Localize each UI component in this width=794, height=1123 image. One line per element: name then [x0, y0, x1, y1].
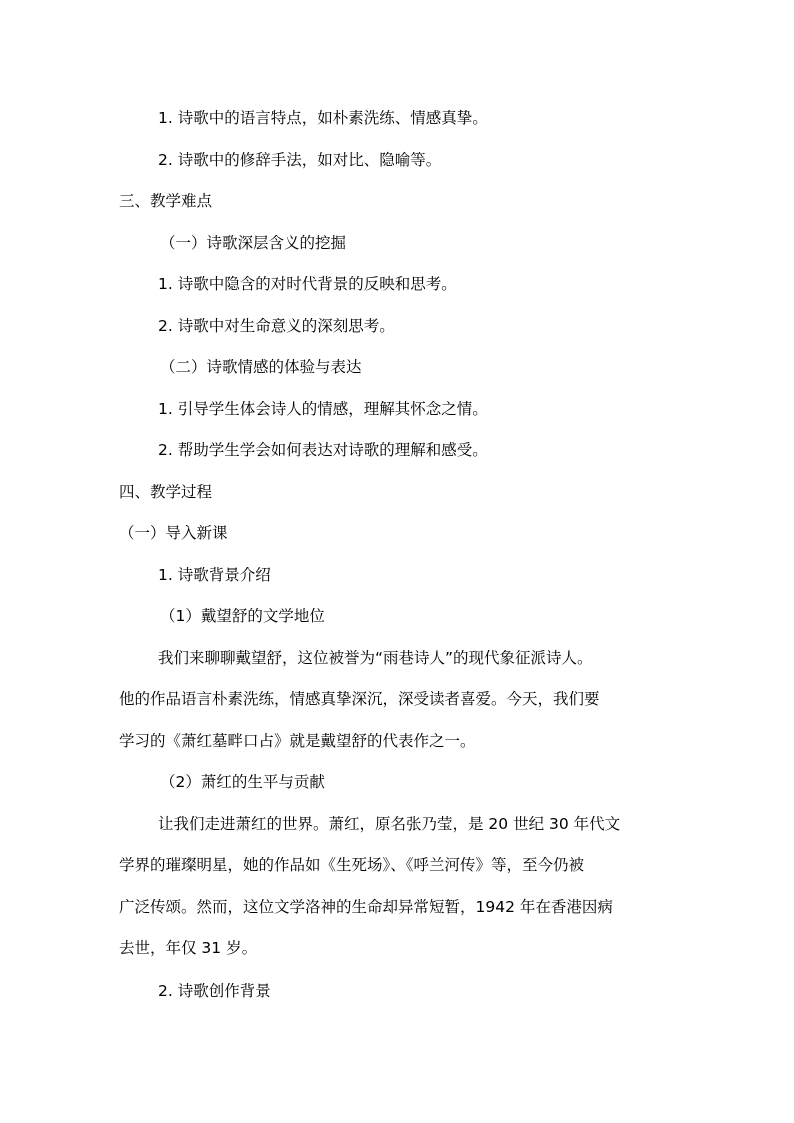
section-heading: 四、教学过程 [119, 483, 213, 501]
sub-item-heading: （1）戴望舒的文学地位 [160, 607, 325, 625]
paragraph-line: 广泛传颂。然而，这位文学洛神的生命却异常短暂，1942 年在香港因病 [119, 898, 613, 916]
list-item: 2. 帮助学生学会如何表达对诗歌的理解和感受。 [158, 441, 488, 459]
paragraph-line: 去世，年仅 31 岁。 [119, 939, 258, 957]
subsection-heading: （二）诗歌情感的体验与表达 [160, 358, 362, 376]
paragraph-line: 我们来聊聊戴望舒，这位被誉为“雨巷诗人”的现代象征派诗人。 [158, 649, 593, 667]
list-item: 1. 诗歌背景介绍 [158, 566, 271, 584]
list-item: 2. 诗歌中对生命意义的深刻思考。 [158, 317, 395, 335]
section-heading: 三、教学难点 [119, 192, 213, 210]
paragraph-line: 学界的璀璨明星，她的作品如《生死场》、《呼兰河传》等，至今仍被 [119, 856, 585, 874]
list-item: 2. 诗歌中的修辞手法，如对比、隐喻等。 [158, 151, 442, 169]
paragraph-line: 他的作品语言朴素洗练，情感真挚深沉，深受读者喜爱。今天，我们要 [119, 690, 600, 708]
list-item: 1. 引导学生体会诗人的情感，理解其怀念之情。 [158, 400, 488, 418]
sub-item-heading: （2）萧红的生平与贡献 [160, 773, 325, 791]
subsection-heading: （一）导入新课 [119, 524, 228, 542]
paragraph-line: 让我们走进萧红的世界。萧红，原名张乃莹，是 20 世纪 30 年代文 [158, 815, 621, 833]
paragraph-line: 学习的《萧红墓畔口占》就是戴望舒的代表作之一。 [119, 732, 476, 750]
subsection-heading: （一）诗歌深层含义的挖掘 [160, 234, 347, 252]
list-item: 1. 诗歌中隐含的对时代背景的反映和思考。 [158, 275, 457, 293]
list-item: 1. 诗歌中的语言特点，如朴素洗练、情感真挚。 [158, 109, 488, 127]
list-item: 2. 诗歌创作背景 [158, 982, 271, 1000]
